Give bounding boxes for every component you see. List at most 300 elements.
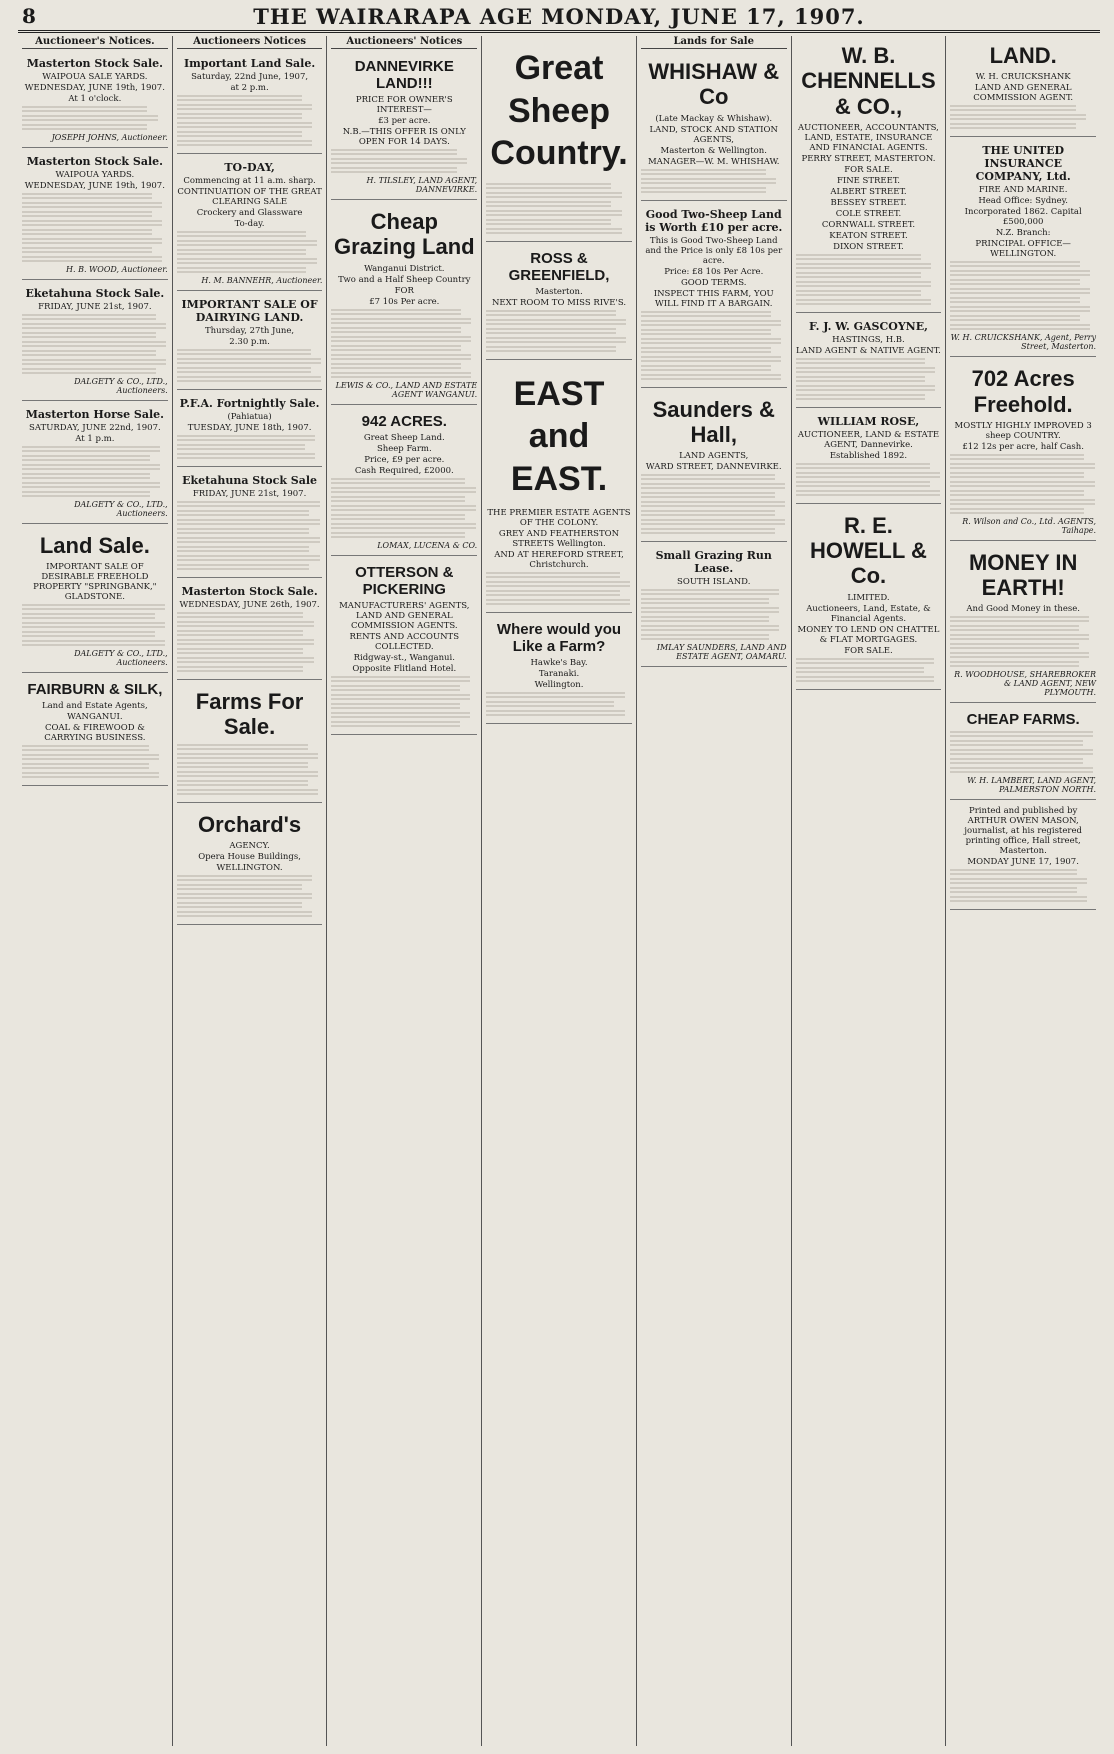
ad-line: WAIPOUA SALE YARDS. xyxy=(42,72,148,82)
body-copy-lines xyxy=(950,472,1084,479)
body-copy-lines xyxy=(331,309,461,316)
body-copy-lines xyxy=(22,368,156,375)
body-copy-lines xyxy=(22,631,155,638)
body-copy-lines xyxy=(177,648,304,655)
body-copy-lines xyxy=(796,299,932,306)
ad-line: AND AT HEREFORD STREET, Christchurch. xyxy=(494,550,624,570)
body-copy-lines xyxy=(796,281,932,288)
ad-line: Established 1892. xyxy=(829,450,908,461)
body-copy-lines xyxy=(22,491,150,498)
advertisement xyxy=(22,675,168,786)
body-copy-lines xyxy=(950,508,1084,515)
ad-line: Opera House Buildings, xyxy=(198,851,301,862)
ad-heading: IMPORTANT SALE OF DAIRYING LAND. xyxy=(181,298,318,324)
ad-line: WEDNESDAY, JUNE 26th, 1907. xyxy=(179,600,320,610)
body-copy-lines xyxy=(22,256,162,263)
ad-heading: Masterton Horse Sale. xyxy=(25,408,164,421)
body-copy-lines xyxy=(331,487,475,494)
body-copy-lines xyxy=(950,749,1093,756)
body-copy-lines xyxy=(486,572,620,579)
ad-line: 2.30 p.m. xyxy=(229,337,270,347)
body-copy-lines xyxy=(486,701,614,708)
body-copy-lines xyxy=(950,481,1094,488)
ad-line: INSPECT THIS FARM, YOU WILL FIND IT A BARGAIN. xyxy=(653,288,774,309)
body-copy-lines xyxy=(796,254,921,261)
ad-heading: EAST and EAST. xyxy=(510,374,608,498)
body-copy-lines xyxy=(22,323,166,330)
body-copy-lines xyxy=(22,455,150,462)
body-copy-lines xyxy=(796,358,926,365)
body-copy-lines xyxy=(641,329,771,336)
body-copy-lines xyxy=(641,178,777,185)
advertisement xyxy=(177,52,323,154)
body-copy-lines xyxy=(331,676,469,683)
ad-heading: WILLIAM ROSE, xyxy=(817,414,920,428)
body-copy-lines xyxy=(641,492,775,499)
ad-line: MONDAY JUNE 17, 1907. xyxy=(967,857,1079,868)
ad-heading: F. J. W. GASCOYNE, xyxy=(808,319,928,333)
ad-line: RENTS AND ACCOUNTS COLLECTED. xyxy=(349,631,460,652)
ad-line: (Late Mackay & Whishaw). xyxy=(655,113,773,124)
advertisement xyxy=(177,682,323,803)
ad-signature: H. M. BANNEHR, Auctioneer. xyxy=(201,276,323,285)
body-copy-lines xyxy=(950,878,1087,885)
advertisement xyxy=(177,805,323,925)
body-copy-lines xyxy=(22,220,162,227)
body-copy-lines xyxy=(331,318,471,325)
body-copy-lines xyxy=(950,315,1080,322)
body-copy-lines xyxy=(641,187,766,194)
advertisement xyxy=(22,52,168,148)
body-copy-lines xyxy=(641,374,781,381)
ad-line: £7 10s Per acre. xyxy=(369,296,440,307)
body-copy-lines xyxy=(22,482,160,489)
body-copy-lines xyxy=(177,762,308,769)
body-copy-lines xyxy=(796,367,936,374)
body-copy-lines xyxy=(796,667,924,674)
body-copy-lines xyxy=(177,510,310,517)
ad-line: THE PREMIER ESTATE AGENTS OF THE COLONY. xyxy=(487,508,631,528)
body-copy-lines xyxy=(641,347,771,354)
ad-line: Head Office: Sydney. xyxy=(978,196,1069,207)
body-copy-lines xyxy=(950,643,1078,650)
ad-line: To-day. xyxy=(234,219,265,229)
advertisement xyxy=(796,506,942,690)
body-copy-lines xyxy=(22,106,147,113)
ad-line: £12 12s per acre, half Cash. xyxy=(962,441,1084,452)
body-copy-lines xyxy=(641,338,781,345)
body-copy-lines xyxy=(950,758,1083,765)
body-copy-lines xyxy=(486,599,630,606)
ad-signature: W. H. CRUICKSHANK, Agent, Perry Street, Masterton. xyxy=(950,333,1097,352)
body-copy-lines xyxy=(177,131,302,138)
ad-line: AUCTIONEER, ACCOUNTANTS, LAND, ESTATE, INSURANCE AND FINANCIAL AGENTS. xyxy=(798,122,939,153)
body-copy-lines xyxy=(331,703,459,710)
ad-heading: Important Land Sale. xyxy=(183,57,316,70)
newspaper-title: THE WAIRARAPA AGE MONDAY, JUNE 17, 1907. xyxy=(253,4,865,29)
body-copy-lines xyxy=(22,350,156,357)
body-copy-lines xyxy=(331,372,471,379)
body-copy-lines xyxy=(331,505,475,512)
advertisement xyxy=(22,526,168,673)
advertisement xyxy=(331,52,477,200)
ad-heading: W. B. CHENNELLS & CO., xyxy=(801,43,936,119)
body-copy-lines xyxy=(177,564,310,571)
column-4 xyxy=(482,36,637,1746)
ad-line: W. H. CRUICKSHANK xyxy=(975,72,1071,83)
body-copy-lines xyxy=(486,310,616,317)
ad-line: WANGANUI. xyxy=(67,712,123,723)
body-copy-lines xyxy=(950,270,1090,277)
body-copy-lines xyxy=(177,612,304,619)
body-copy-lines xyxy=(331,149,456,156)
body-copy-lines xyxy=(177,519,320,526)
ad-line: WEDNESDAY, JUNE 19th, 1907. xyxy=(24,181,165,191)
advertisement xyxy=(950,802,1096,910)
body-copy-lines xyxy=(177,349,311,356)
body-copy-lines xyxy=(950,324,1090,331)
body-copy-lines xyxy=(22,754,159,761)
body-copy-lines xyxy=(177,744,308,751)
body-copy-lines xyxy=(177,657,314,664)
ad-heading: CHEAP FARMS. xyxy=(966,711,1080,729)
body-copy-lines xyxy=(22,772,159,779)
body-copy-lines xyxy=(177,630,304,637)
ad-line: LAND, STOCK AND STATION AGENTS, xyxy=(649,124,778,145)
ad-heading: 942 ACRES. xyxy=(361,412,447,430)
advertisement xyxy=(22,403,168,524)
ad-line: Wanganui District. xyxy=(364,263,445,274)
body-copy-lines xyxy=(950,767,1093,774)
advertisement xyxy=(796,410,942,504)
body-copy-lines xyxy=(177,444,305,451)
ad-heading: Great Sheep Country. xyxy=(490,49,628,172)
body-copy-lines xyxy=(331,685,459,692)
ad-line: FRIDAY, JUNE 21st, 1907. xyxy=(38,302,152,312)
body-copy-lines xyxy=(177,240,317,247)
body-copy-lines xyxy=(22,341,166,348)
ad-line: AUCTIONEER, LAND & ESTATE AGENT, Dannevirke. xyxy=(797,429,940,450)
ad-heading: TO-DAY, xyxy=(224,161,275,174)
ad-signature: DALGETY & CO., LTD., Auctioneers. xyxy=(74,649,168,668)
body-copy-lines xyxy=(950,463,1094,470)
ad-line: Cash Required, £2000. xyxy=(354,465,454,476)
body-copy-lines xyxy=(177,875,313,882)
advertisement xyxy=(177,580,323,680)
body-copy-lines xyxy=(22,622,165,629)
ad-heading: Small Grazing Run Lease. xyxy=(655,549,772,576)
body-copy-lines xyxy=(641,510,775,517)
ad-signature: LEWIS & CO., LAND AND ESTATE AGENT WANGANUI. xyxy=(335,380,478,399)
body-copy-lines xyxy=(486,692,624,699)
ad-line: PRINCIPAL OFFICE—WELLINGTON. xyxy=(975,239,1071,260)
ad-heading: MONEY IN EARTH! xyxy=(968,549,1078,601)
body-copy-lines xyxy=(796,463,930,470)
ad-heading: P.F.A. Fortnightly Sale. xyxy=(179,397,320,410)
column-header: Lands for Sale xyxy=(641,36,787,49)
ad-heading: Good Two-Sheep Land is Worth £10 per acre. xyxy=(645,207,783,234)
body-copy-lines xyxy=(950,869,1077,876)
body-copy-lines xyxy=(950,661,1078,668)
body-copy-lines xyxy=(950,306,1090,313)
body-copy-lines xyxy=(950,288,1090,295)
ad-line: N.B.—THIS OFFER IS ONLY OPEN FOR 14 DAYS. xyxy=(342,127,466,147)
advertisement xyxy=(177,469,323,578)
ad-line: Auctioneers, Land, Estate, & Financial Agents. xyxy=(806,603,931,624)
ad-line: At 1 p.m. xyxy=(75,434,115,444)
body-copy-lines xyxy=(177,546,310,553)
body-copy-lines xyxy=(22,211,152,218)
body-copy-lines xyxy=(331,712,469,719)
body-copy-lines xyxy=(950,634,1088,641)
body-copy-lines xyxy=(950,499,1094,506)
ad-heading: ROSS & GREENFIELD, xyxy=(508,249,610,284)
body-copy-lines xyxy=(486,710,624,717)
body-copy-lines xyxy=(177,666,304,673)
body-copy-lines xyxy=(486,183,611,190)
body-copy-lines xyxy=(796,481,930,488)
body-copy-lines xyxy=(331,345,461,352)
body-copy-lines xyxy=(177,537,320,544)
body-copy-lines xyxy=(177,367,311,374)
body-copy-lines xyxy=(22,247,152,254)
ad-line: NEXT ROOM TO MISS RIVE'S. xyxy=(491,297,627,308)
body-copy-lines xyxy=(177,621,314,628)
body-copy-lines xyxy=(641,519,785,526)
ad-line: PERRY STREET, MASTERTON. xyxy=(801,153,936,164)
ad-heading: DANNEVIRKE LAND!!! xyxy=(354,58,454,92)
ad-line: Commencing at 11 a.m. sharp. xyxy=(183,176,316,186)
ad-heading: Masterton Stock Sale. xyxy=(26,155,163,168)
advertisement xyxy=(22,150,168,280)
ad-line: Thursday, 27th June, xyxy=(205,326,295,336)
ad-signature: LOMAX, LUCENA & CO. xyxy=(377,540,478,550)
advertisement xyxy=(950,543,1096,704)
ad-line: FIRE AND MARINE. xyxy=(978,185,1068,196)
body-copy-lines xyxy=(22,640,165,647)
body-copy-lines xyxy=(22,745,149,752)
ad-heading: FAIRBURN & SILK, xyxy=(27,681,163,699)
ad-line: WELLINGTON. xyxy=(216,862,283,873)
body-copy-lines xyxy=(177,753,318,760)
body-copy-lines xyxy=(796,490,940,497)
ad-line: BESSEY STREET. xyxy=(830,197,907,208)
body-copy-lines xyxy=(177,453,315,460)
advertisement xyxy=(331,407,477,556)
body-copy-lines xyxy=(950,625,1078,632)
body-copy-lines xyxy=(641,607,779,614)
ad-line: Price, £9 per acre. xyxy=(364,454,445,465)
body-copy-lines xyxy=(486,210,622,217)
advertisement xyxy=(950,36,1096,137)
ad-line: Land and Estate Agents, xyxy=(41,701,148,712)
body-copy-lines xyxy=(177,771,318,778)
body-copy-lines xyxy=(331,336,471,343)
body-copy-lines xyxy=(950,616,1088,623)
ad-heading: LAND. xyxy=(989,43,1057,68)
ad-line: WEDNESDAY, JUNE 19th, 1907. xyxy=(24,83,165,93)
advertisement xyxy=(486,362,632,614)
ad-heading: Saunders & Hall, xyxy=(652,396,775,447)
advertisement xyxy=(331,558,477,735)
ad-line: WARD STREET, DANNEVIRKE. xyxy=(645,462,782,473)
ad-line: Great Sheep Land. xyxy=(363,432,445,443)
ad-line: Incorporated 1862. Capital £500,000 xyxy=(964,207,1082,228)
body-copy-lines xyxy=(486,319,626,326)
body-copy-lines xyxy=(22,229,152,236)
body-copy-lines xyxy=(22,604,165,611)
body-copy-lines xyxy=(177,435,315,442)
body-copy-lines xyxy=(641,365,771,372)
body-copy-lines xyxy=(641,589,779,596)
page-number: 8 xyxy=(22,4,36,28)
column-6 xyxy=(792,36,947,1746)
body-copy-lines xyxy=(641,598,769,605)
ad-line: COLE STREET. xyxy=(835,208,902,219)
body-copy-lines xyxy=(331,167,456,174)
ad-line: This is Good Two-Sheep Land and the Price is only £8 10s per acre. xyxy=(645,235,783,266)
ad-line: Crockery and Glassware xyxy=(196,208,303,218)
ad-line: HASTINGS, H.B. xyxy=(832,334,905,345)
body-copy-lines xyxy=(177,122,313,129)
body-copy-lines xyxy=(950,114,1086,121)
ad-line: FOR SALE. xyxy=(844,645,893,656)
ad-line: MANUFACTURERS' AGENTS, LAND AND GENERAL COMMISSION AGENTS. xyxy=(339,600,470,631)
body-copy-lines xyxy=(796,472,940,479)
ad-line: FOR SALE. xyxy=(844,164,893,175)
body-copy-lines xyxy=(331,354,471,361)
ad-line: Masterton & Wellington. xyxy=(660,145,767,156)
ad-line: N.Z. Branch: xyxy=(995,228,1051,239)
advertisement xyxy=(950,139,1096,357)
ad-line: IMPORTANT SALE OF DESIRABLE FREEHOLD PROPERTY "SPRINGBANK," GLADSTONE. xyxy=(33,562,157,603)
body-copy-lines xyxy=(331,721,459,728)
body-copy-lines xyxy=(950,490,1084,497)
ad-heading: WHISHAW & Co xyxy=(648,59,780,110)
body-copy-lines xyxy=(177,780,308,787)
body-copy-lines xyxy=(22,763,149,770)
body-copy-lines xyxy=(641,356,781,363)
ad-signature: DALGETY & CO., LTD., Auctioneers. xyxy=(74,377,168,395)
body-copy-lines xyxy=(950,105,1075,112)
ad-signature: IMLAY SAUNDERS, LAND AND ESTATE AGENT, OAMARU. xyxy=(656,643,787,662)
ad-line: SOUTH ISLAND. xyxy=(677,577,751,588)
body-copy-lines xyxy=(796,290,921,297)
column-7 xyxy=(946,36,1100,1746)
body-copy-lines xyxy=(22,332,156,339)
ad-line: KEATON STREET. xyxy=(829,230,908,241)
body-copy-lines xyxy=(177,376,321,383)
ad-line: FOR xyxy=(394,285,414,296)
page-columns xyxy=(18,36,1100,1746)
body-copy-lines xyxy=(641,311,771,318)
body-copy-lines xyxy=(486,346,616,353)
ad-line: ALBERT STREET. xyxy=(830,186,907,197)
body-copy-lines xyxy=(177,789,318,796)
ad-line: PRICE FOR OWNER'S INTEREST— xyxy=(355,95,453,115)
ad-line: DIXON STREET. xyxy=(833,241,904,252)
body-copy-lines xyxy=(22,446,160,453)
advertisement xyxy=(177,293,323,390)
ad-line: At 1 o'clock. xyxy=(68,94,122,104)
ad-line: Wellington. xyxy=(534,680,584,690)
body-copy-lines xyxy=(177,258,317,265)
body-copy-lines xyxy=(22,473,150,480)
advertisement xyxy=(177,156,323,291)
advertisement xyxy=(641,544,787,667)
ad-signature: DALGETY & CO., LTD., Auctioneers. xyxy=(74,500,168,518)
body-copy-lines xyxy=(950,123,1075,130)
column-header: Auctioneer's Notices. xyxy=(22,36,168,49)
ad-heading: THE UNITED INSURANCE COMPANY, Ltd. xyxy=(975,144,1071,184)
body-copy-lines xyxy=(22,314,156,321)
body-copy-lines xyxy=(177,231,307,238)
body-copy-lines xyxy=(950,297,1080,304)
ad-heading: Eketahuna Stock Sale. xyxy=(25,287,165,300)
body-copy-lines xyxy=(331,327,461,334)
body-copy-lines xyxy=(22,124,147,131)
body-copy-lines xyxy=(486,581,630,588)
body-copy-lines xyxy=(796,376,926,383)
body-copy-lines xyxy=(22,115,158,122)
body-copy-lines xyxy=(796,385,936,392)
body-copy-lines xyxy=(22,464,160,471)
ad-heading: Land Sale. xyxy=(39,533,150,558)
ad-heading: Masterton Stock Sale. xyxy=(181,585,318,598)
ad-heading: 702 Acres Freehold. xyxy=(971,366,1075,417)
body-copy-lines xyxy=(796,658,934,665)
body-copy-lines xyxy=(177,267,307,274)
body-copy-lines xyxy=(331,158,467,165)
column-header: Auctioneers Notices xyxy=(177,36,323,49)
body-copy-lines xyxy=(950,652,1088,659)
ad-line: Masterton. xyxy=(535,286,583,297)
advertisement xyxy=(796,36,942,313)
ad-line: CONTINUATION OF THE GREAT CLEARING SALE xyxy=(177,187,322,207)
ad-line: Price: £8 10s Per Acre. xyxy=(664,266,764,277)
ad-line: Taranaki. xyxy=(538,669,580,679)
column-header: Auctioneers' Notices xyxy=(331,36,477,49)
advertisement xyxy=(950,705,1096,800)
body-copy-lines xyxy=(641,634,769,641)
column-2 xyxy=(173,36,328,1746)
ad-line: LIMITED. xyxy=(847,592,890,603)
ad-line: (Pahiatua) xyxy=(227,412,272,422)
ad-line: TUESDAY, JUNE 18th, 1907. xyxy=(187,423,312,433)
body-copy-lines xyxy=(950,740,1083,747)
ad-heading: Masterton Stock Sale. xyxy=(26,57,163,70)
body-copy-lines xyxy=(177,555,320,562)
ad-line: FRIDAY, JUNE 21st, 1907. xyxy=(192,489,307,499)
body-copy-lines xyxy=(950,261,1080,268)
column-5 xyxy=(637,36,792,1746)
body-copy-lines xyxy=(486,219,611,226)
body-copy-lines xyxy=(950,279,1080,286)
body-copy-lines xyxy=(331,514,465,521)
ad-line: FINE STREET. xyxy=(836,175,900,186)
masthead xyxy=(18,4,1100,33)
advertisement xyxy=(331,202,477,405)
body-copy-lines xyxy=(177,501,320,508)
body-copy-lines xyxy=(950,896,1087,903)
column-1 xyxy=(18,36,173,1746)
ad-heading: R. E. HOWELL & Co. xyxy=(809,512,927,589)
ad-line: MOSTLY HIGHLY IMPROVED 3 sheep COUNTRY. xyxy=(954,420,1092,441)
ad-line: COAL & FIREWOOD & CARRYING BUSINESS. xyxy=(44,723,146,744)
body-copy-lines xyxy=(22,193,152,200)
advertisement xyxy=(641,203,787,388)
body-copy-lines xyxy=(22,202,162,209)
